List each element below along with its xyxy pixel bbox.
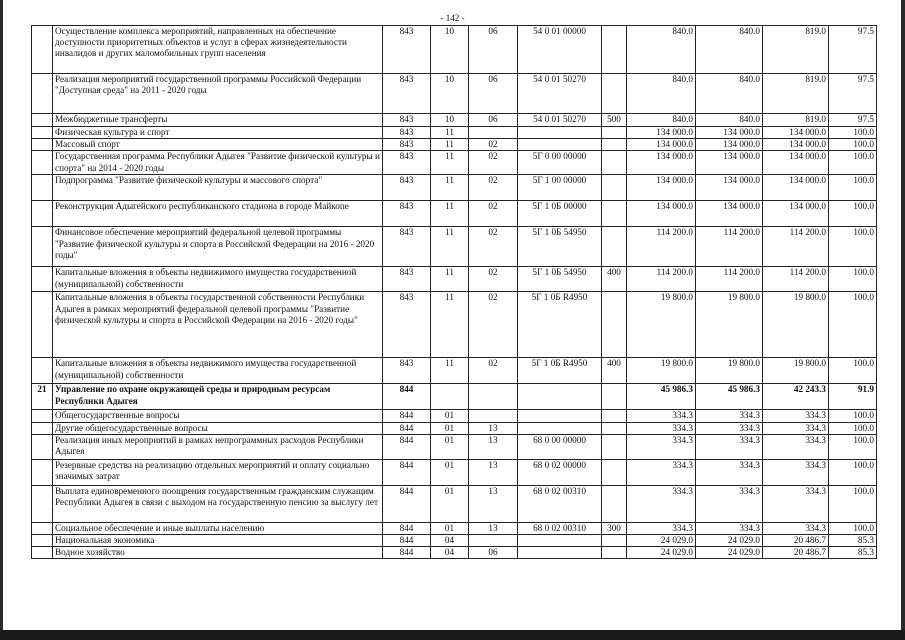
expense-type-code-cell <box>602 26 627 74</box>
executed-amount-cell: 819.0 <box>763 26 829 74</box>
executed-amount-cell: 819.0 <box>763 74 829 114</box>
table-row <box>32 522 877 534</box>
row-number-cell <box>32 127 53 139</box>
table-row <box>32 114 877 127</box>
item-name-cell: Капитальные вложения в объекты недвижимого имущества государственной (муниципальной) собственности <box>53 267 383 292</box>
item-name-cell: Капитальные вложения в объекты недвижимого имущества государственной (муниципальной) собственности <box>53 358 383 384</box>
executed-amount-cell: 114 200.0 <box>763 227 829 267</box>
subsection-code-cell: 02 <box>469 139 518 151</box>
subsection-code-cell: 06 <box>469 547 518 559</box>
row-number-cell <box>32 434 53 459</box>
department-code-cell: 843 <box>383 26 431 74</box>
execution-percent-cell: 100.0 <box>829 485 877 522</box>
table-row <box>32 26 877 74</box>
table-row <box>32 547 877 559</box>
expense-type-code-cell <box>602 535 627 547</box>
target-article-code-cell <box>518 384 602 410</box>
section-code-cell: 01 <box>431 434 469 459</box>
subsection-code-cell: 13 <box>469 422 518 434</box>
executed-amount-cell: 334.3 <box>763 410 829 422</box>
table-row <box>32 201 877 227</box>
department-code-cell: 843 <box>383 139 431 151</box>
table-row <box>32 410 877 422</box>
approved-amount-cell: 840.0 <box>627 114 696 127</box>
expense-type-code-cell <box>602 547 627 559</box>
approved-amount-cell: 19 800.0 <box>627 358 696 384</box>
department-code-cell: 844 <box>383 459 431 485</box>
execution-percent-cell: 100.0 <box>829 358 877 384</box>
executed-amount-cell: 19 800.0 <box>763 358 829 384</box>
executed-amount-cell: 20 486.7 <box>763 547 829 559</box>
department-code-cell: 843 <box>383 151 431 175</box>
row-number-cell <box>32 26 53 74</box>
revised-amount-cell: 334.3 <box>696 485 763 522</box>
revised-amount-cell: 134 000.0 <box>696 201 763 227</box>
approved-amount-cell: 334.3 <box>627 434 696 459</box>
item-name-cell: Подпрограмма "Развитие физической культуры и массового спорта" <box>53 175 383 201</box>
item-name-cell: Общегосударственные вопросы <box>53 410 383 422</box>
row-number-cell: 21 <box>32 384 53 410</box>
execution-percent-cell: 100.0 <box>829 292 877 358</box>
table-row <box>32 434 877 459</box>
table-row <box>32 535 877 547</box>
department-code-cell: 844 <box>383 535 431 547</box>
target-article-code-cell: 68 0 02 00310 <box>518 522 602 534</box>
item-name-cell: Осуществление комплекса мероприятий, направленных на обеспечение доступности приоритетных объектов и услуг в сферах жизнедеятельности инвалидов и других маломобильных групп населения <box>53 26 383 74</box>
execution-percent-cell: 100.0 <box>829 127 877 139</box>
revised-amount-cell: 840.0 <box>696 74 763 114</box>
revised-amount-cell: 840.0 <box>696 26 763 74</box>
item-name-cell: Национальная экономика <box>53 535 383 547</box>
item-name-cell: Государственная программа Республики Адыгея "Развитие физической культуры и спорта" на 2014 - 2020 годы <box>53 151 383 175</box>
approved-amount-cell: 840.0 <box>627 74 696 114</box>
department-code-cell: 844 <box>383 434 431 459</box>
target-article-code-cell: 5Г 1 0Б R4950 <box>518 292 602 358</box>
target-article-code-cell: 68 0 00 00000 <box>518 434 602 459</box>
department-code-cell: 844 <box>383 522 431 534</box>
execution-percent-cell: 100.0 <box>829 201 877 227</box>
execution-percent-cell: 97.5 <box>829 74 877 114</box>
section-code-cell: 11 <box>431 358 469 384</box>
table-row <box>32 459 877 485</box>
executed-amount-cell: 334.3 <box>763 434 829 459</box>
row-number-cell <box>32 547 53 559</box>
executed-amount-cell: 19 800.0 <box>763 292 829 358</box>
subsection-code-cell: 13 <box>469 522 518 534</box>
execution-percent-cell: 85.3 <box>829 535 877 547</box>
expense-type-code-cell <box>602 292 627 358</box>
executed-amount-cell: 20 486.7 <box>763 535 829 547</box>
expense-type-code-cell <box>602 459 627 485</box>
subsection-code-cell: 02 <box>469 358 518 384</box>
approved-amount-cell: 334.3 <box>627 485 696 522</box>
row-number-cell <box>32 410 53 422</box>
department-code-cell: 843 <box>383 114 431 127</box>
target-article-code-cell: 54 0 01 00000 <box>518 26 602 74</box>
expense-type-code-cell <box>602 434 627 459</box>
execution-percent-cell: 100.0 <box>829 267 877 292</box>
expense-type-code-cell: 400 <box>602 267 627 292</box>
expense-type-code-cell <box>602 410 627 422</box>
section-code-cell: 01 <box>431 422 469 434</box>
approved-amount-cell: 24 029.0 <box>627 535 696 547</box>
target-article-code-cell: 68 0 02 00000 <box>518 459 602 485</box>
target-article-code-cell: 54 0 01 50270 <box>518 74 602 114</box>
expense-type-code-cell: 300 <box>602 522 627 534</box>
table-row <box>32 175 877 201</box>
subsection-code-cell: 02 <box>469 151 518 175</box>
executed-amount-cell: 334.3 <box>763 459 829 485</box>
executed-amount-cell: 334.3 <box>763 422 829 434</box>
executed-amount-cell: 134 000.0 <box>763 175 829 201</box>
budget-table <box>31 25 877 559</box>
target-article-code-cell: 5Г 1 00 00000 <box>518 175 602 201</box>
approved-amount-cell: 134 000.0 <box>627 201 696 227</box>
expense-type-code-cell <box>602 139 627 151</box>
row-number-cell <box>32 485 53 522</box>
execution-percent-cell: 100.0 <box>829 422 877 434</box>
table-row <box>32 227 877 267</box>
row-number-cell <box>32 227 53 267</box>
executed-amount-cell: 114 200.0 <box>763 267 829 292</box>
subsection-code-cell: 13 <box>469 434 518 459</box>
scan-bottom-edge <box>0 630 905 640</box>
department-code-cell: 843 <box>383 227 431 267</box>
revised-amount-cell: 19 800.0 <box>696 292 763 358</box>
approved-amount-cell: 134 000.0 <box>627 151 696 175</box>
approved-amount-cell: 24 029.0 <box>627 547 696 559</box>
revised-amount-cell: 134 000.0 <box>696 151 763 175</box>
budget-table-body <box>32 26 877 559</box>
target-article-code-cell: 5Г 1 0Б 54950 <box>518 227 602 267</box>
department-code-cell: 843 <box>383 358 431 384</box>
section-code-cell: 01 <box>431 485 469 522</box>
item-name-cell: Выплата единовременного поощрения государственным гражданским служащим Республики Адыгея в связи с выходом на государственную пенсию за выслугу лет <box>53 485 383 522</box>
revised-amount-cell: 114 200.0 <box>696 267 763 292</box>
executed-amount-cell: 134 000.0 <box>763 151 829 175</box>
approved-amount-cell: 19 800.0 <box>627 292 696 358</box>
approved-amount-cell: 134 000.0 <box>627 139 696 151</box>
target-article-code-cell <box>518 127 602 139</box>
revised-amount-cell: 134 000.0 <box>696 175 763 201</box>
table-row <box>32 358 877 384</box>
target-article-code-cell <box>518 139 602 151</box>
section-code-cell: 11 <box>431 139 469 151</box>
execution-percent-cell: 100.0 <box>829 410 877 422</box>
executed-amount-cell: 819.0 <box>763 114 829 127</box>
section-code-cell: 10 <box>431 26 469 74</box>
item-name-cell: Управление по охране окружающей среды и природным ресурсам Республики Адыгея <box>53 384 383 410</box>
subsection-code-cell: 13 <box>469 485 518 522</box>
table-row <box>32 74 877 114</box>
execution-percent-cell: 91.9 <box>829 384 877 410</box>
department-code-cell: 843 <box>383 127 431 139</box>
item-name-cell: Массовый спорт <box>53 139 383 151</box>
execution-percent-cell: 100.0 <box>829 227 877 267</box>
revised-amount-cell: 134 000.0 <box>696 127 763 139</box>
approved-amount-cell: 134 000.0 <box>627 175 696 201</box>
section-code-cell: 01 <box>431 459 469 485</box>
subsection-code-cell <box>469 410 518 422</box>
section-code-cell: 11 <box>431 175 469 201</box>
section-code-cell: 11 <box>431 127 469 139</box>
item-name-cell: Реконструкция Адыгейского республиканского стадиона в городе Майкопе <box>53 201 383 227</box>
department-code-cell: 843 <box>383 292 431 358</box>
item-name-cell: Социальное обеспечение и иные выплаты населению <box>53 522 383 534</box>
subsection-code-cell: 13 <box>469 459 518 485</box>
subsection-code-cell: 06 <box>469 74 518 114</box>
row-number-cell <box>32 459 53 485</box>
target-article-code-cell: 5Г 0 00 00000 <box>518 151 602 175</box>
target-article-code-cell: 5Г 1 0Б 54950 <box>518 267 602 292</box>
department-code-cell: 844 <box>383 384 431 410</box>
execution-percent-cell: 97.5 <box>829 114 877 127</box>
department-code-cell: 843 <box>383 74 431 114</box>
row-number-cell <box>32 201 53 227</box>
revised-amount-cell: 334.3 <box>696 434 763 459</box>
scan-left-edge <box>0 0 3 640</box>
section-code-cell: 01 <box>431 410 469 422</box>
expense-type-code-cell <box>602 485 627 522</box>
approved-amount-cell: 45 986.3 <box>627 384 696 410</box>
section-code-cell <box>431 384 469 410</box>
table-row <box>32 267 877 292</box>
section-code-cell: 10 <box>431 74 469 114</box>
table-row <box>32 127 877 139</box>
section-code-cell: 11 <box>431 151 469 175</box>
target-article-code-cell <box>518 535 602 547</box>
expense-type-code-cell <box>602 227 627 267</box>
section-code-cell: 11 <box>431 267 469 292</box>
expense-type-code-cell: 400 <box>602 358 627 384</box>
expense-type-code-cell <box>602 151 627 175</box>
executed-amount-cell: 134 000.0 <box>763 201 829 227</box>
subsection-code-cell: 02 <box>469 201 518 227</box>
target-article-code-cell: 5Г 1 0Б R4950 <box>518 358 602 384</box>
table-row <box>32 485 877 522</box>
row-number-cell <box>32 74 53 114</box>
revised-amount-cell: 45 986.3 <box>696 384 763 410</box>
department-code-cell: 844 <box>383 422 431 434</box>
revised-amount-cell: 334.3 <box>696 459 763 485</box>
row-number-cell <box>32 292 53 358</box>
row-number-cell <box>32 267 53 292</box>
section-code-cell: 11 <box>431 227 469 267</box>
department-code-cell: 844 <box>383 410 431 422</box>
executed-amount-cell: 134 000.0 <box>763 139 829 151</box>
item-name-cell: Реализация мероприятий государственной программы Российской Федерации "Доступная среда" на 2011 - 2020 годы <box>53 74 383 114</box>
expense-type-code-cell: 500 <box>602 114 627 127</box>
item-name-cell: Другие общегосударственные вопросы <box>53 422 383 434</box>
revised-amount-cell: 24 029.0 <box>696 535 763 547</box>
item-name-cell: Капитальные вложения в объекты государственной собственности Республики Адыгея в рамках мероприятий федеральной целевой программы "Развитие физической культуры и спорта в Российской Федерации на 2016 - 2020 годы" <box>53 292 383 358</box>
executed-amount-cell: 134 000.0 <box>763 127 829 139</box>
execution-percent-cell: 100.0 <box>829 434 877 459</box>
execution-percent-cell: 100.0 <box>829 175 877 201</box>
table-row <box>32 384 877 410</box>
row-number-cell <box>32 535 53 547</box>
section-code-cell: 04 <box>431 535 469 547</box>
department-code-cell: 844 <box>383 547 431 559</box>
execution-percent-cell: 97.5 <box>829 26 877 74</box>
row-number-cell <box>32 114 53 127</box>
department-code-cell: 843 <box>383 267 431 292</box>
execution-percent-cell: 100.0 <box>829 522 877 534</box>
item-name-cell: Водное хозяйство <box>53 547 383 559</box>
subsection-code-cell: 06 <box>469 26 518 74</box>
section-code-cell: 11 <box>431 292 469 358</box>
subsection-code-cell <box>469 127 518 139</box>
target-article-code-cell <box>518 410 602 422</box>
approved-amount-cell: 334.3 <box>627 422 696 434</box>
department-code-cell: 844 <box>383 485 431 522</box>
target-article-code-cell <box>518 547 602 559</box>
revised-amount-cell: 334.3 <box>696 410 763 422</box>
target-article-code-cell <box>518 422 602 434</box>
table-row <box>32 422 877 434</box>
target-article-code-cell: 68 0 02 00310 <box>518 485 602 522</box>
revised-amount-cell: 840.0 <box>696 114 763 127</box>
item-name-cell: Финансовое обеспечение мероприятий федеральной целевой программы "Развитие физической культуры и спорта в Российской Федерации на 2016 - 2020 годы" <box>53 227 383 267</box>
executed-amount-cell: 334.3 <box>763 485 829 522</box>
row-number-cell <box>32 151 53 175</box>
scan-right-edge <box>901 0 905 640</box>
row-number-cell <box>32 422 53 434</box>
item-name-cell: Резервные средства на реализацию отдельных мероприятий и оплату социально значимых затрат <box>53 459 383 485</box>
department-code-cell: 843 <box>383 201 431 227</box>
expense-type-code-cell <box>602 422 627 434</box>
approved-amount-cell: 334.3 <box>627 522 696 534</box>
subsection-code-cell <box>469 384 518 410</box>
department-code-cell: 843 <box>383 175 431 201</box>
expense-type-code-cell <box>602 175 627 201</box>
expense-type-code-cell <box>602 201 627 227</box>
revised-amount-cell: 24 029.0 <box>696 547 763 559</box>
approved-amount-cell: 334.3 <box>627 459 696 485</box>
target-article-code-cell: 54 0 01 50270 <box>518 114 602 127</box>
row-number-cell <box>32 139 53 151</box>
execution-percent-cell: 100.0 <box>829 151 877 175</box>
section-code-cell: 04 <box>431 547 469 559</box>
revised-amount-cell: 334.3 <box>696 422 763 434</box>
subsection-code-cell: 02 <box>469 292 518 358</box>
item-name-cell: Реализация иных мероприятий в рамках непрограммных расходов Республики Адыгея <box>53 434 383 459</box>
executed-amount-cell: 42 243.3 <box>763 384 829 410</box>
page-number: - 142 - <box>440 13 465 23</box>
row-number-cell <box>32 358 53 384</box>
row-number-cell <box>32 522 53 534</box>
section-code-cell: 01 <box>431 522 469 534</box>
subsection-code-cell: 06 <box>469 114 518 127</box>
table-row <box>32 139 877 151</box>
revised-amount-cell: 334.3 <box>696 522 763 534</box>
row-number-cell <box>32 175 53 201</box>
executed-amount-cell: 334.3 <box>763 522 829 534</box>
target-article-code-cell: 5Г 1 0Б 00000 <box>518 201 602 227</box>
section-code-cell: 11 <box>431 201 469 227</box>
approved-amount-cell: 840.0 <box>627 26 696 74</box>
revised-amount-cell: 114 200.0 <box>696 227 763 267</box>
approved-amount-cell: 334.3 <box>627 410 696 422</box>
expense-type-code-cell <box>602 384 627 410</box>
expense-type-code-cell <box>602 127 627 139</box>
execution-percent-cell: 85.3 <box>829 547 877 559</box>
expense-type-code-cell <box>602 74 627 114</box>
item-name-cell: Межбюджетные трансферты <box>53 114 383 127</box>
execution-percent-cell: 100.0 <box>829 139 877 151</box>
subsection-code-cell: 02 <box>469 227 518 267</box>
section-code-cell: 10 <box>431 114 469 127</box>
execution-percent-cell: 100.0 <box>829 459 877 485</box>
table-row <box>32 292 877 358</box>
approved-amount-cell: 134 000.0 <box>627 127 696 139</box>
table-row <box>32 151 877 175</box>
item-name-cell: Физическая культура и спорт <box>53 127 383 139</box>
revised-amount-cell: 19 800.0 <box>696 358 763 384</box>
subsection-code-cell: 02 <box>469 175 518 201</box>
revised-amount-cell: 134 000.0 <box>696 139 763 151</box>
subsection-code-cell: 02 <box>469 267 518 292</box>
approved-amount-cell: 114 200.0 <box>627 267 696 292</box>
subsection-code-cell <box>469 535 518 547</box>
approved-amount-cell: 114 200.0 <box>627 227 696 267</box>
